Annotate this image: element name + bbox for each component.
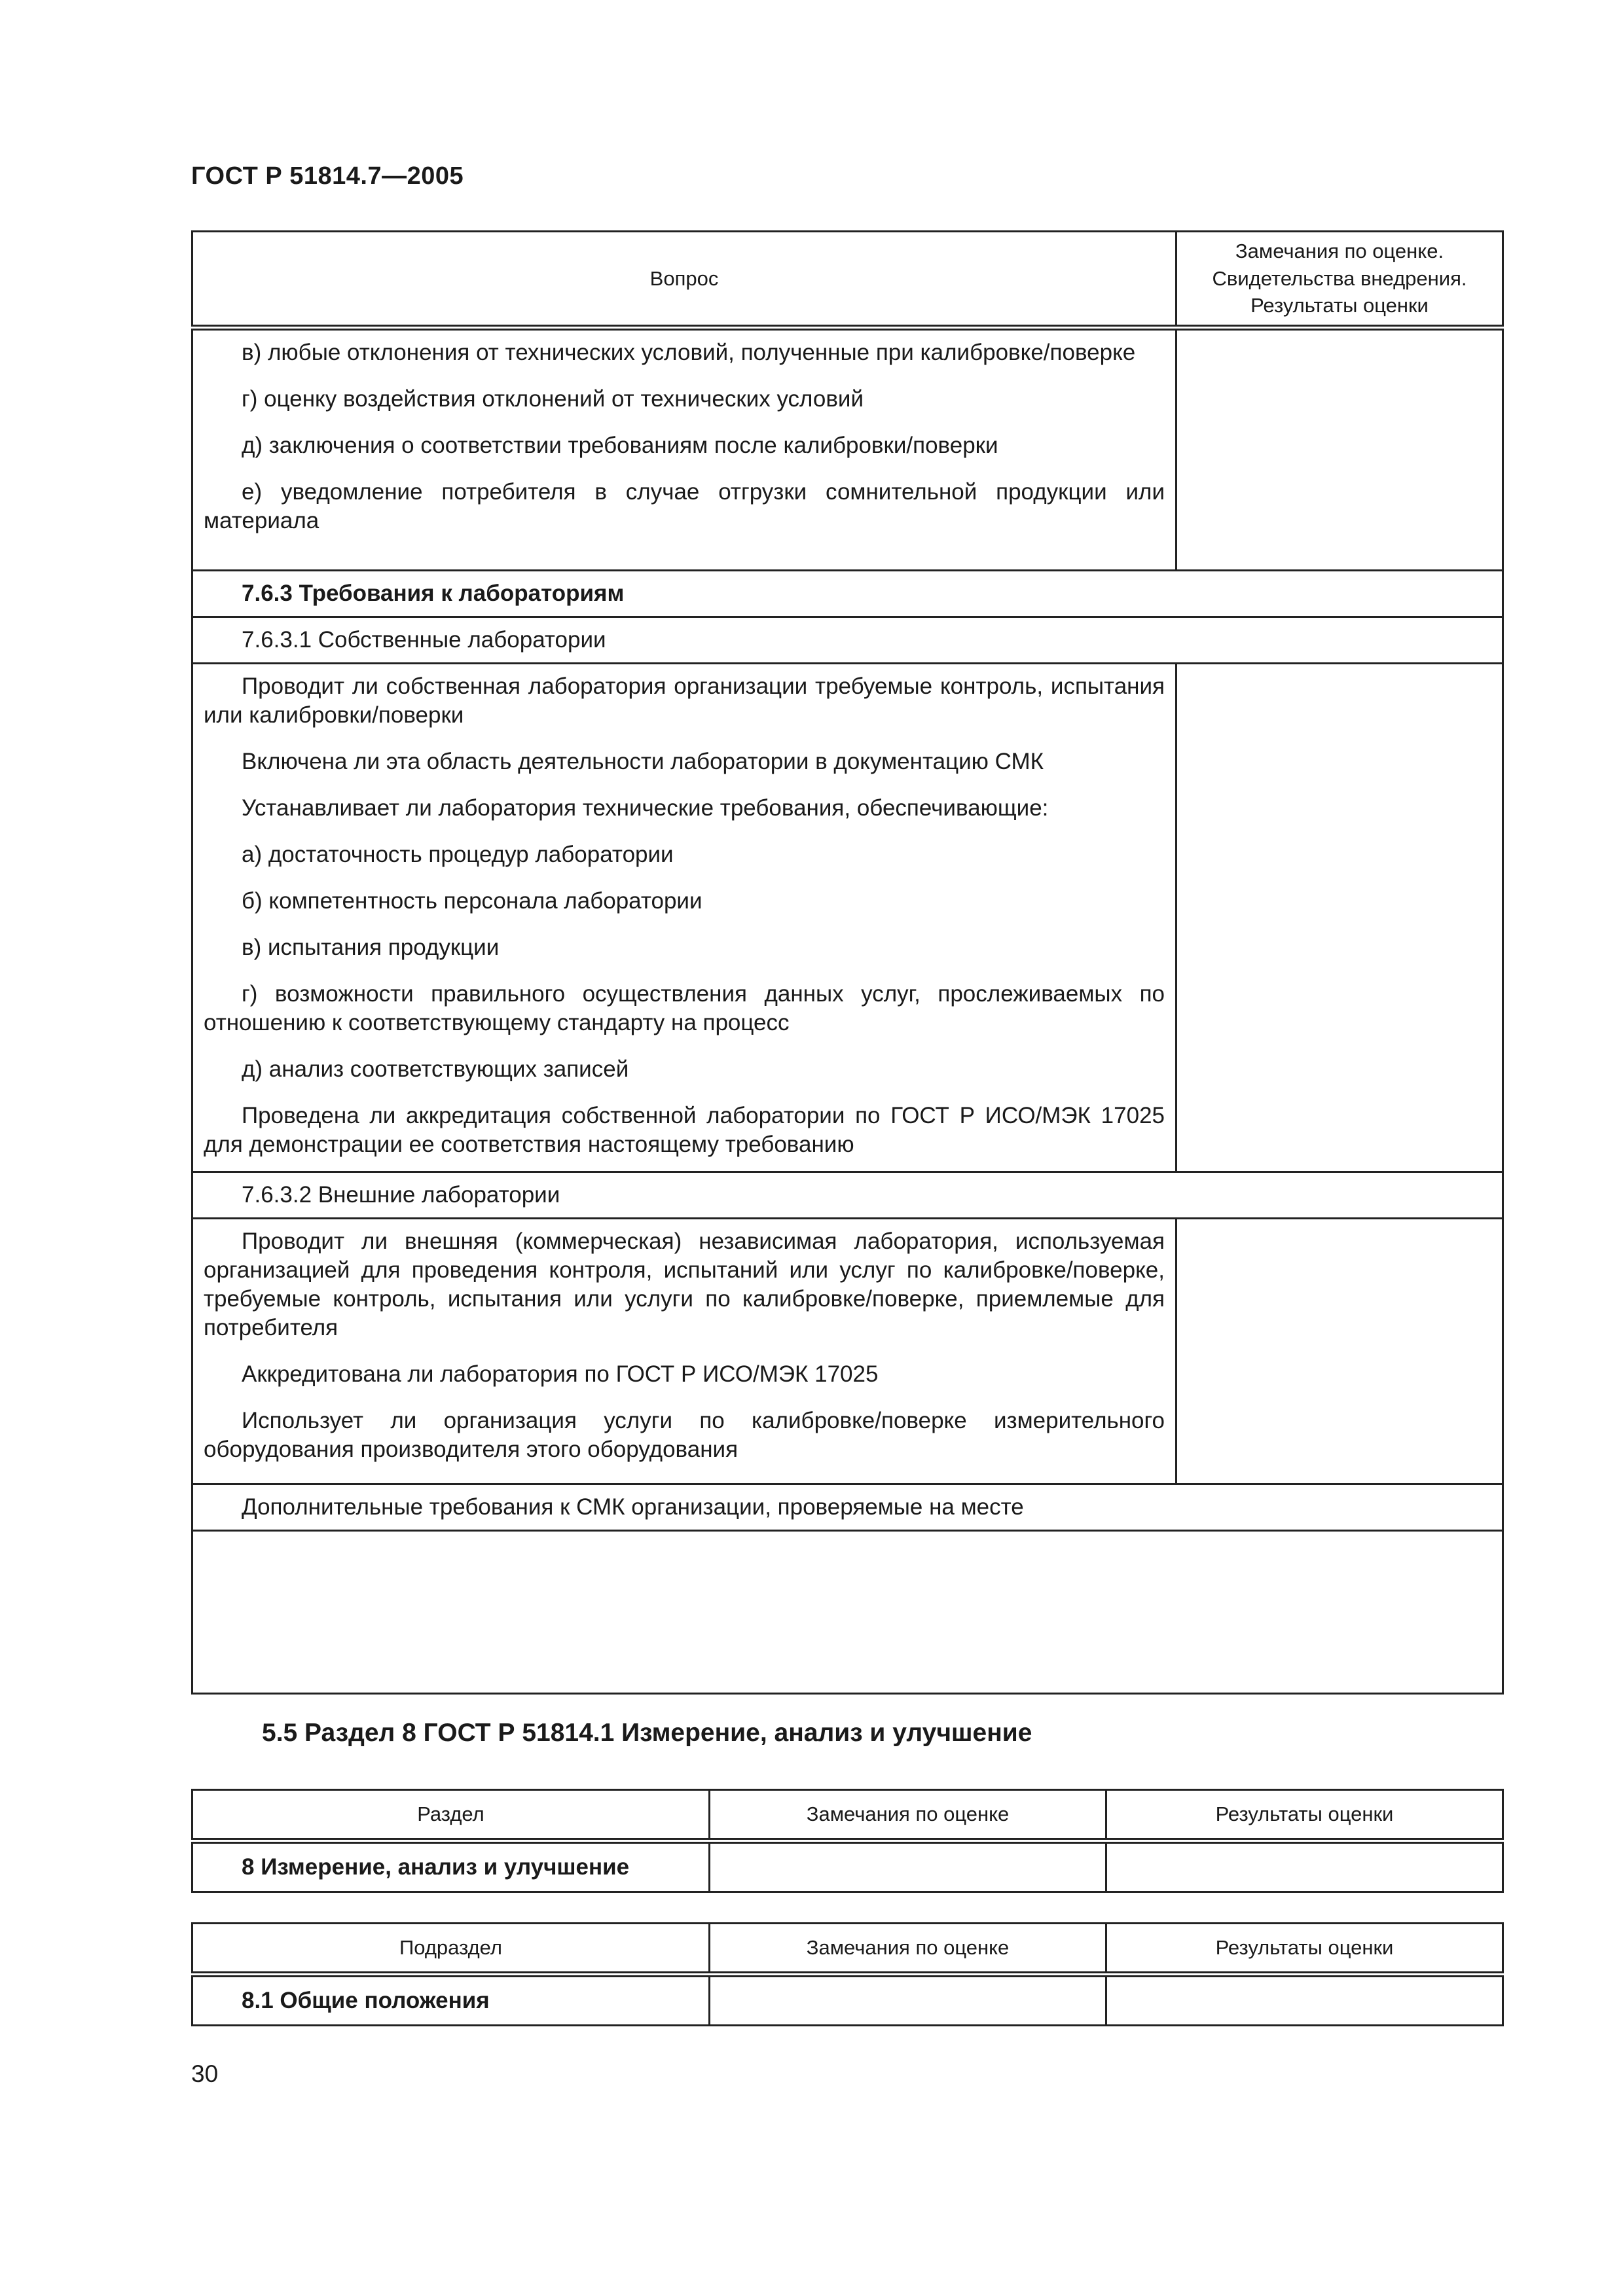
column-header-section: Раздел: [192, 1790, 710, 1841]
main-table-header: [192, 232, 1503, 328]
column-header-question: Вопрос: [192, 232, 1176, 328]
table-row: [192, 1841, 1503, 1892]
question-item: Использует ли организация услуги по калибровке/поверке измерительного оборудования производителя этого оборудования: [204, 1408, 1165, 1462]
remarks-header-line-2: Свидетельства внедрения.: [1212, 266, 1467, 290]
question-item: б) компетентность персонала лаборатории: [242, 888, 702, 914]
section-heading-7-6-3-1: 7.6.3.1 Собственные лаборатории: [242, 627, 606, 653]
question-item: Аккредитована ли лаборатория по ГОСТ Р ИСО/МЭК 17025: [242, 1361, 879, 1387]
question-item: а) достаточность процедур лаборатории: [242, 842, 674, 867]
column-header-remarks: Замечания по оценке: [710, 1924, 1106, 1975]
question-item: в) любые отклонения от технических условий, полученные при калибровке/поверке: [242, 340, 1136, 365]
table-row: [192, 328, 1503, 571]
column-header-results: Результаты оценки: [1106, 1924, 1503, 1975]
question-cell: [192, 328, 1176, 571]
question-cell: [192, 1219, 1176, 1484]
section-heading-cell: [192, 1172, 1503, 1219]
remarks-header-line-1: Замечания по оценке.: [1235, 240, 1444, 263]
section-heading-7-6-3: 7.6.3 Требования к лабораториям: [242, 581, 625, 606]
section-heading-cell: [192, 617, 1503, 664]
remarks-header-line-3: Результаты оценки: [1250, 294, 1429, 317]
question-item: г) оценку воздействия отклонений от технических условий: [242, 386, 864, 412]
blank-cell[interactable]: [192, 1531, 1503, 1694]
page-number: 30: [191, 2060, 219, 2087]
section-row: [192, 617, 1503, 664]
subsection-table-header: [192, 1924, 1503, 1975]
question-item: Устанавливает ли лаборатория технические требования, обеспечивающие:: [242, 795, 1049, 821]
section-heading-cell: [192, 571, 1503, 617]
main-question-table: [191, 230, 1504, 1695]
section-table-header: [192, 1790, 1503, 1841]
section-table: [191, 1789, 1504, 1893]
question-item: в) испытания продукции: [242, 935, 500, 960]
question-cell: [192, 664, 1176, 1172]
question-item: Включена ли эта область деятельности лаборатории в документацию СМК: [242, 749, 1044, 774]
table-row: [192, 1219, 1503, 1484]
question-item: г) возможности правильного осуществления данных услуг, прослеживаемых по отношению к соответствующему стандарту на процесс: [204, 981, 1165, 1035]
question-item: Проводит ли внешняя (коммерческая) независимая лаборатория, используемая организацией для проведения контроля, испытаний или услуг по калибровке/поверке, требуемые контроль, испытания или услуги по калибровке/поверке, приемлемые для потребителя: [204, 1229, 1165, 1340]
additional-requirements-label: Дополнительные требования к СМК организации, проверяемые на месте: [242, 1494, 1024, 1520]
remarks-cell[interactable]: [710, 1975, 1106, 2026]
document-code: ГОСТ Р 51814.7—2005: [191, 162, 464, 190]
column-header-remarks: Замечания по оценке: [710, 1790, 1106, 1841]
subsection-cell: [192, 1975, 710, 2026]
remarks-cell[interactable]: [1176, 1219, 1503, 1484]
remarks-cell[interactable]: [710, 1841, 1106, 1892]
section-8-label: 8 Измерение, анализ и улучшение: [242, 1854, 630, 1880]
subsection-table: [191, 1922, 1504, 2026]
section-row: [192, 571, 1503, 617]
table-row: [192, 1975, 1503, 2026]
section-heading-cell: [192, 1484, 1503, 1531]
question-item: д) анализ соответствующих записей: [242, 1056, 629, 1082]
table-row: [192, 664, 1503, 1172]
question-item: Проводит ли собственная лаборатория организации требуемые контроль, испытания или калибровки/поверки: [204, 673, 1165, 728]
section-row: [192, 1484, 1503, 1531]
question-item: д) заключения о соответствии требованиям после калибровки/поверки: [242, 433, 998, 458]
subsection-8-1-label: 8.1 Общие положения: [242, 1988, 490, 2013]
section-heading-7-6-3-2: 7.6.3.2 Внешние лаборатории: [242, 1182, 560, 1208]
remarks-cell[interactable]: [1176, 328, 1503, 571]
remarks-cell[interactable]: [1176, 664, 1503, 1172]
results-cell[interactable]: [1106, 1841, 1503, 1892]
column-header-results: Результаты оценки: [1106, 1790, 1503, 1841]
section-5-5-title: 5.5 Раздел 8 ГОСТ Р 51814.1 Измерение, анализ и улучшение: [262, 1719, 1032, 1747]
column-header-remarks: [1176, 232, 1503, 328]
section-row: [192, 1172, 1503, 1219]
question-item: Проведена ли аккредитация собственной лаборатории по ГОСТ Р ИСО/МЭК 17025 для демонстрации ее соответствия настоящему требованию: [204, 1103, 1165, 1157]
section-cell: [192, 1841, 710, 1892]
column-header-subsection: Подраздел: [192, 1924, 710, 1975]
question-item: е) уведомление потребителя в случае отгрузки сомнительной продукции или материала: [204, 479, 1165, 533]
additional-requirements-blank-row: [192, 1531, 1503, 1694]
results-cell[interactable]: [1106, 1975, 1503, 2026]
